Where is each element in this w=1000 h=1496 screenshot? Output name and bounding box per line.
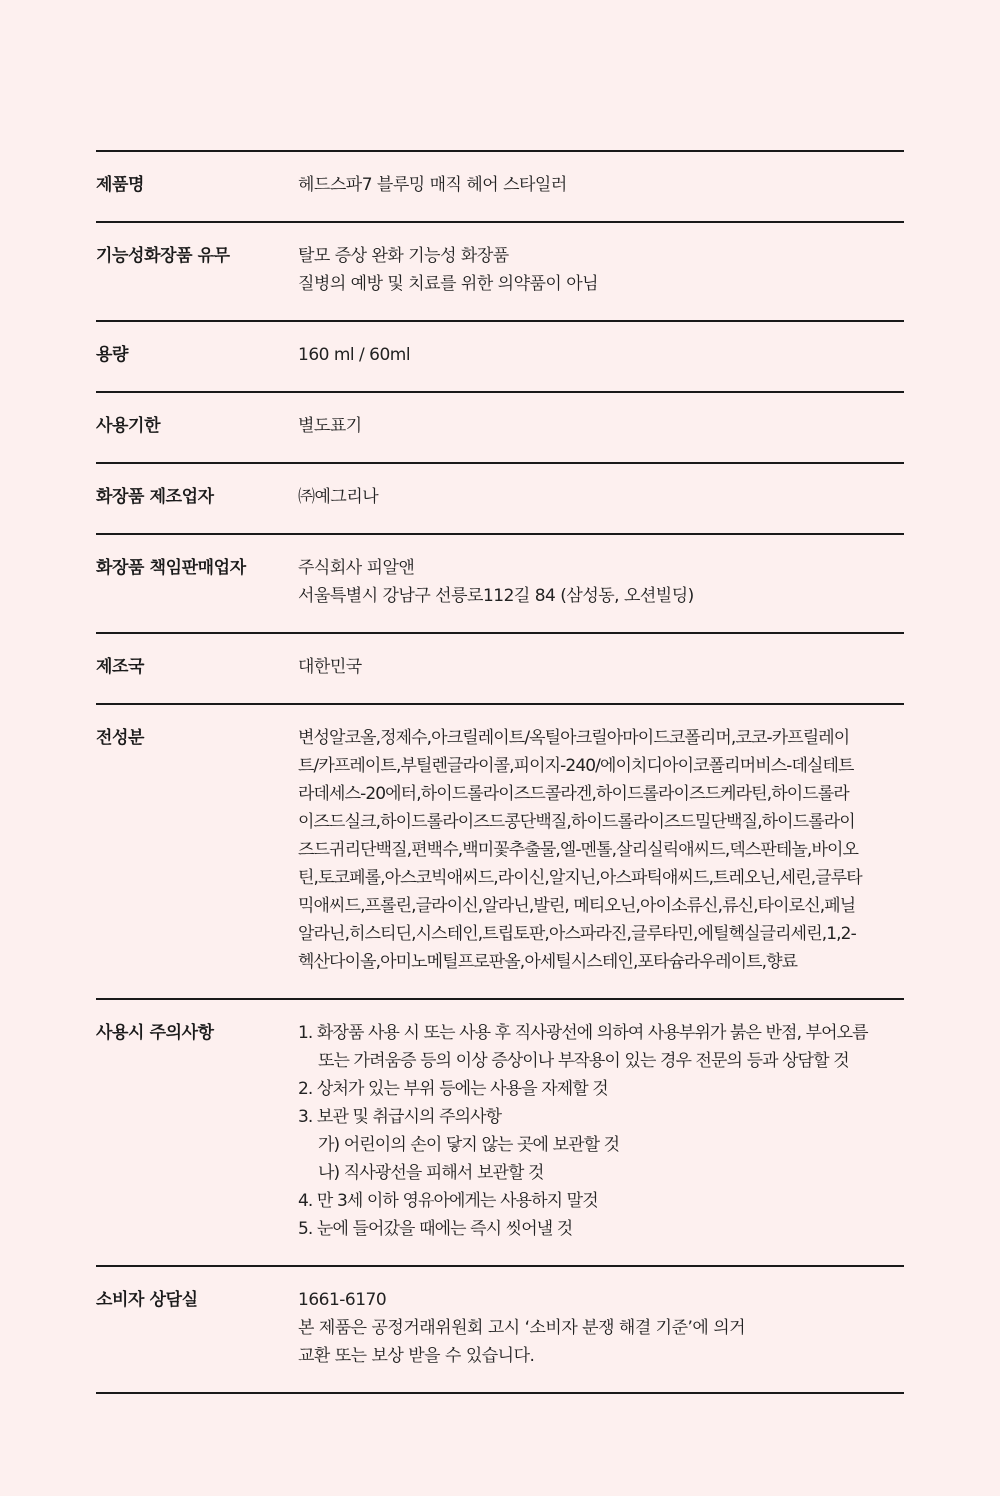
value-line: 3. 보관 및 취급시의 주의사항 <box>298 1107 502 1127</box>
value-line: 1. 화장품 사용 시 또는 사용 후 직사광선에 의하여 사용부위가 붉은 반점, 부어오름 <box>298 1023 868 1043</box>
row-distributor <box>96 535 904 634</box>
value-line: 교환 또는 보상 받을 수 있습니다. <box>298 1346 535 1366</box>
row-value <box>298 171 904 199</box>
row-label: 용량 <box>96 345 129 365</box>
value-line: 1661-6170 <box>298 1290 387 1310</box>
row-value <box>298 554 904 610</box>
row-customer-service <box>96 1267 904 1394</box>
row-value <box>298 1286 904 1370</box>
row-product-name <box>96 152 904 223</box>
value-line: 트/카프레이트,부틸렌글라이콜,피이지-240/에이치디아이코폴리머비스-데실테트 <box>298 756 854 776</box>
value-line: 라데세스-20에터,하이드롤라이즈드콜라겐,하이드롤라이즈드케라틴,하이드롤라 <box>298 784 849 804</box>
value-line: 나) 직사광선을 피해서 보관할 것 <box>318 1163 544 1183</box>
row-label: 소비자 상담실 <box>96 1290 198 1310</box>
value-line: 이즈드실크,하이드롤라이즈드콩단백질,하이드롤라이즈드밀단백질,하이드롤라이 <box>298 812 855 832</box>
row-value <box>298 653 904 681</box>
row-label: 기능성화장품 유무 <box>96 246 230 266</box>
row-volume <box>96 322 904 393</box>
value-line: 주식회사 피알앤 <box>298 558 415 578</box>
value-line: 즈드귀리단백질,편백수,백미꽃추출물,엘-멘톨,살리실릭애씨드,덱스판테놀,바이오 <box>298 840 859 860</box>
row-functional-cosmetic <box>96 223 904 322</box>
value-line: 5. 눈에 들어갔을 때에는 즉시 씻어낼 것 <box>298 1219 573 1239</box>
row-label: 제조국 <box>96 657 145 677</box>
row-label: 화장품 제조업자 <box>96 487 214 507</box>
value-line: 믹애씨드,프롤린,글라이신,알라닌,발린, 메티오닌,아이소류신,류신,타이로신,페닐 <box>298 896 856 916</box>
value-line: 틴,토코페롤,아스코빅애씨드,라이신,알지닌,아스파틱애씨드,트레오닌,세린,글루타 <box>298 868 862 888</box>
row-label: 사용기한 <box>96 416 161 436</box>
value-line: 알라닌,히스티딘,시스테인,트립토판,아스파라진,글루타민,에틸헥실글리세린,1,2- <box>298 924 856 944</box>
row-value <box>298 483 904 511</box>
value-line: 2. 상처가 있는 부위 등에는 사용을 자제할 것 <box>298 1079 608 1099</box>
value-line: 변성알코올,정제수,아크릴레이트/옥틸아크릴아마이드코폴리머,코코-카프릴레이 <box>298 728 850 748</box>
value-line: 대한민국 <box>298 657 362 677</box>
value-line: 헤드스파7 블루밍 매직 헤어 스타일러 <box>298 175 567 195</box>
product-info-table <box>96 150 904 1394</box>
value-line: ㈜예그리나 <box>298 487 379 507</box>
row-label: 화장품 책임판매업자 <box>96 558 246 578</box>
value-line: 탈모 증상 완화 기능성 화장품 <box>298 246 509 266</box>
value-line: 헥산다이올,아미노메틸프로판올,아세틸시스테인,포타슘라우레이트,향료 <box>298 952 798 972</box>
row-country <box>96 634 904 705</box>
value-line: 별도표기 <box>298 416 362 436</box>
row-manufacturer <box>96 464 904 535</box>
row-value <box>298 724 904 976</box>
row-label: 전성분 <box>96 728 145 748</box>
value-line: 또는 가려움증 등의 이상 증상이나 부작용이 있는 경우 전문의 등과 상담할 것 <box>318 1051 849 1071</box>
value-line: 160 ml / 60ml <box>298 345 411 365</box>
value-line: 가) 어린이의 손이 닿지 않는 곳에 보관할 것 <box>318 1135 620 1155</box>
value-line: 서울특별시 강남구 선릉로112길 84 (삼성동, 오션빌딩) <box>298 586 694 606</box>
row-value <box>298 242 904 298</box>
row-ingredients <box>96 705 904 1000</box>
row-value <box>298 341 904 369</box>
value-line: 4. 만 3세 이하 영유아에게는 사용하지 말것 <box>298 1191 598 1211</box>
row-label: 사용시 주의사항 <box>96 1023 214 1043</box>
row-precautions <box>96 1000 904 1267</box>
row-label: 제품명 <box>96 175 145 195</box>
row-value <box>298 412 904 440</box>
value-line: 질병의 예방 및 치료를 위한 의약품이 아님 <box>298 274 599 294</box>
value-line: 본 제품은 공정거래위원회 고시 ‘소비자 분쟁 해결 기준’에 의거 <box>298 1318 746 1338</box>
row-value <box>298 1019 904 1243</box>
row-expiry <box>96 393 904 464</box>
